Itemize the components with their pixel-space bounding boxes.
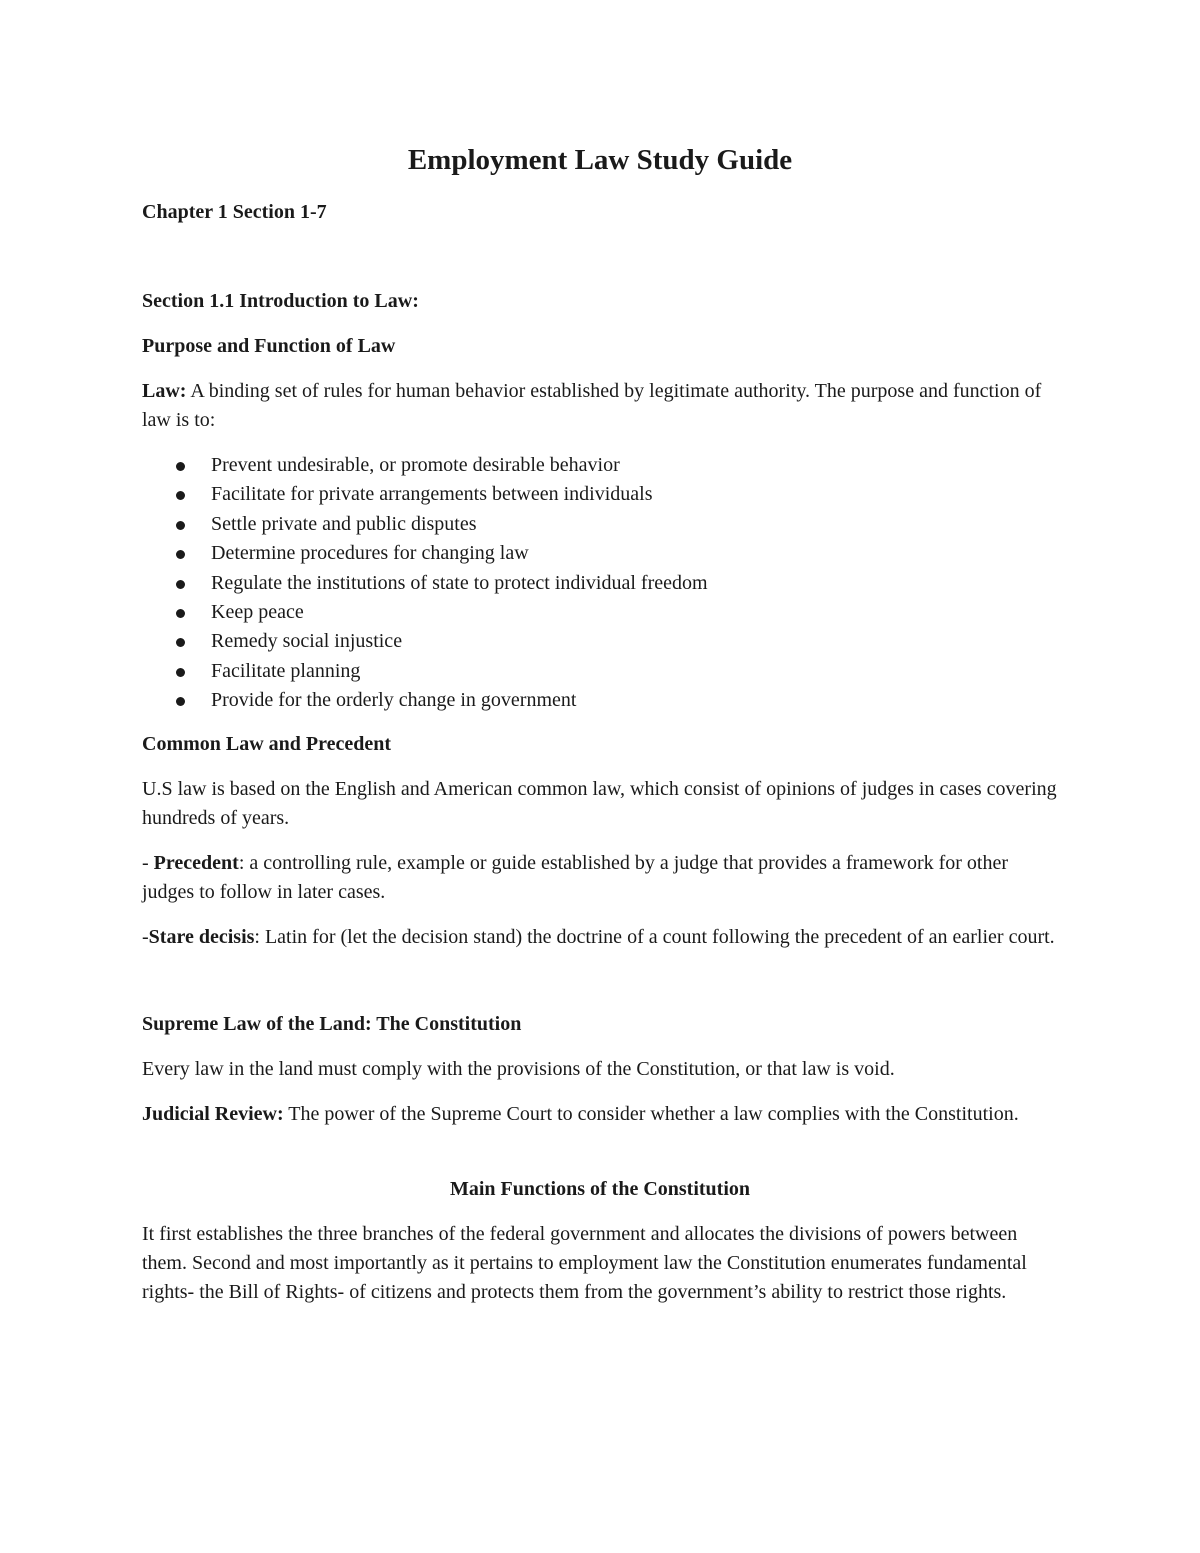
bullet-icon [176,550,185,559]
functions-paragraph: It first establishes the three branches of the federal government and allocates the divisions of powers between them. Second and most importantly as it pertains to employment law the Constitution enumerates fundamental rights- the Bill of Rights- of citizens and protects them from the government’s ability to restrict those rights. [142,1222,1027,1303]
purpose-list [142,451,1062,716]
bullet-icon [176,462,185,471]
common-law-heading: Common Law and Precedent [142,732,392,755]
precedent-term: Precedent [153,851,239,874]
law-term: Law: [142,380,187,402]
precedent-paragraph: - Precedent: a controlling rule, example or guide established by a judge that provides a framework for other judges to follow in later cases. [142,851,1009,903]
purpose-heading: Purpose and Function of Law [142,335,396,357]
bullet-icon [176,609,185,618]
law-definition-paragraph [142,377,1062,435]
stare-decisis-term: Stare decisis [148,925,255,948]
list-item: Provide for the orderly change in government [142,686,1062,715]
bullet-icon [176,638,185,647]
constitution-heading: Supreme Law of the Land: The Constitution [142,1012,522,1035]
judicial-review-paragraph: Judicial Review: The power of the Supreme Court to consider whether a law complies with the Constitution. [142,1102,1019,1125]
list-item: Settle private and public disputes [142,510,1062,539]
stare-decisis-paragraph: -Stare decisis: Latin for (let the decision stand) the doctrine of a count following the precedent of an earlier court. [142,925,1055,948]
list-item: Keep peace [142,598,1062,627]
list-item: Prevent undesirable, or promote desirable behavior [142,451,1062,480]
bullet-icon [176,521,185,530]
list-item: Remedy social injustice [142,627,1062,656]
bullet-icon [176,697,185,706]
judicial-review-term: Judicial Review: [142,1102,284,1125]
list-item: Facilitate for private arrangements between individuals [142,480,1062,509]
common-law-paragraph: U.S law is based on the English and American common law, which consist of opinions of judges in cases covering hundreds of years. [142,777,1057,829]
bullet-icon [176,668,185,677]
section-heading: Section 1.1 Introduction to Law: [142,290,419,312]
bullet-icon [176,491,185,500]
list-item: Determine procedures for changing law [142,539,1062,568]
law-definition: A binding set of rules for human behavior established by legitimate authority. The purpose and function of law is to: [142,380,1042,431]
spacer [142,1145,1062,1175]
document-title: Employment Law Study Guide [407,144,793,176]
chapter-heading: Chapter 1 Section 1-7 [142,201,327,223]
spacer [142,968,1062,1010]
list-item: Regulate the institutions of state to protect individual freedom [142,569,1062,598]
document-page [142,140,1062,1323]
bullet-icon [176,580,185,589]
functions-heading: Main Functions of the Constitution [449,1177,751,1200]
list-item: Facilitate planning [142,657,1062,686]
constitution-paragraph: Every law in the land must comply with the provisions of the Constitution, or that law is void. [142,1057,895,1080]
